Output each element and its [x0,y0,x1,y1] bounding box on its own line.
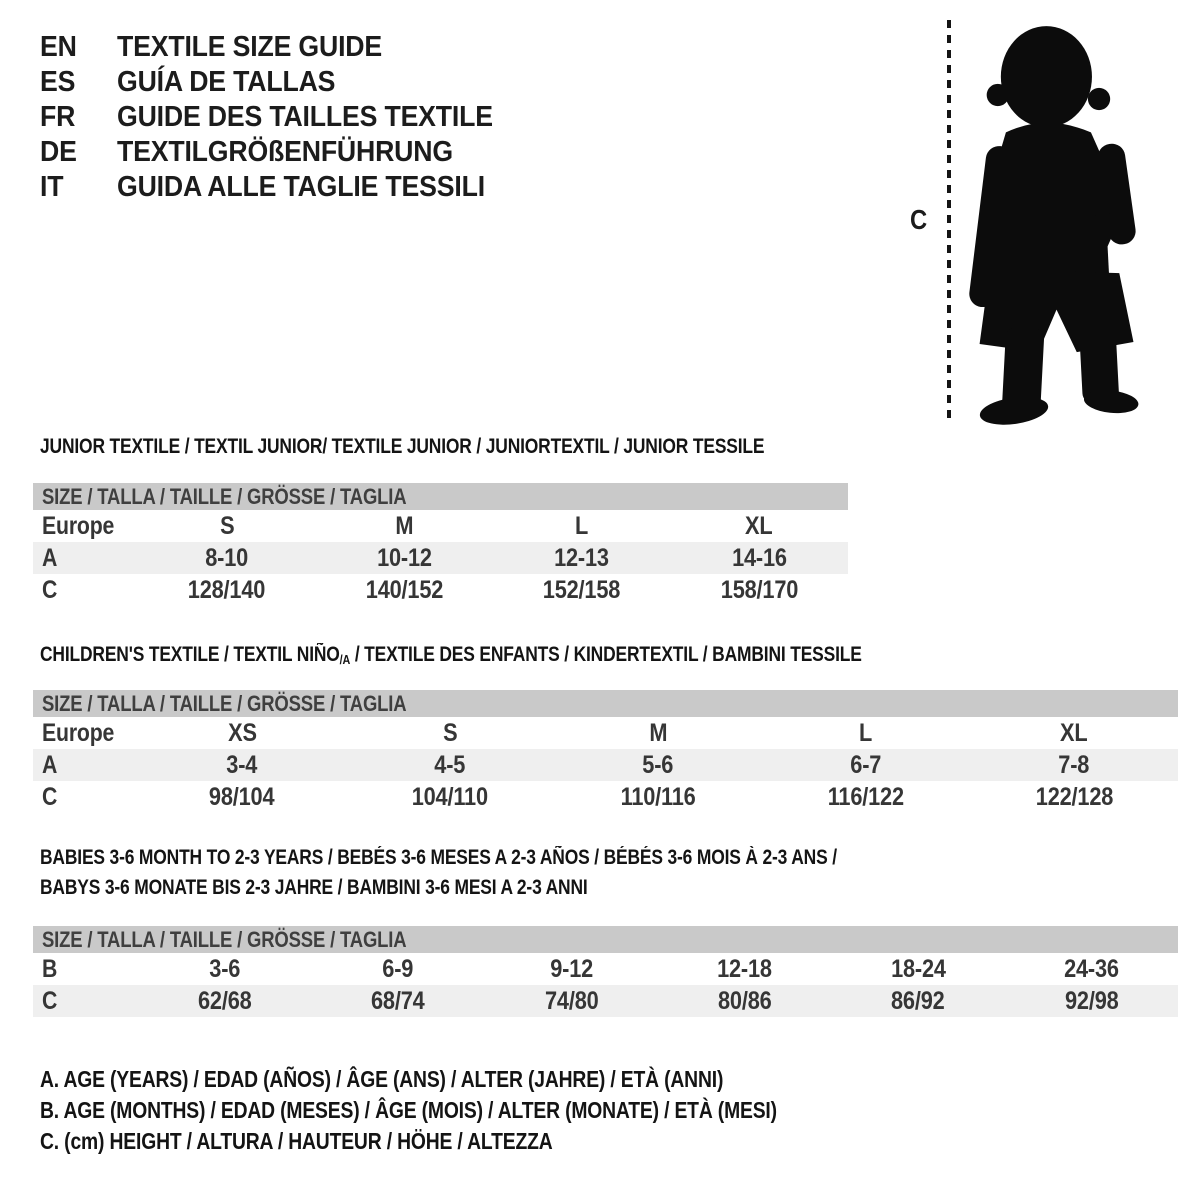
section-title-babies [40,843,1000,903]
language-code: EN [40,31,77,63]
row-label: B [42,954,58,983]
table-row-europe [33,717,1178,749]
cell: XL [1060,718,1088,747]
language-title: GUIDE DES TAILLES TEXTILE [117,101,493,133]
cell: L [859,718,873,747]
language-title: GUIDA ALLE TAGLIE TESSILI [117,171,485,203]
cell: 6-9 [382,954,414,983]
table-row-height [33,574,848,606]
cell: 7-8 [1058,750,1090,779]
row-label: Europe [42,511,115,540]
language-code: DE [40,136,77,168]
legend-item-a: A. AGE (YEARS) / EDAD (AÑOS) / ÂGE (ANS) / ALTER (JAHRE) / ETÀ (ANNI) [40,1066,724,1092]
table-row-age [33,542,848,574]
cell: 9-12 [549,954,593,983]
language-title: TEXTILE SIZE GUIDE [117,31,383,63]
row-label: C [42,575,58,604]
lang-row-es [40,65,526,100]
size-header-bar [33,690,1178,717]
babies-title-line2: BABYS 3-6 MONATE BIS 2-3 JAHRE / BAMBINI 3-6 MESI A 2-3 ANNI [40,876,588,899]
cell: 24-36 [1063,954,1119,983]
size-header-label: SIZE / TALLA / TAILLE / GRÖSSE / TAGLIA [42,484,407,509]
cell: L [575,511,589,540]
language-title: TEXTILGRÖßENFÜHRUNG [117,136,453,168]
size-header-bar [33,926,1178,953]
size-header-bar [33,483,848,510]
measure-legend [40,1064,917,1157]
cell: 8-10 [205,543,249,572]
cell: 86/92 [891,986,945,1015]
cell: 5-6 [642,750,674,779]
cell: 110/116 [620,782,696,811]
cell: 3-4 [226,750,258,779]
cell: 3-6 [209,954,241,983]
language-title-block [40,30,526,205]
cell: 158/170 [720,575,798,604]
cell: 152/158 [543,575,621,604]
language-code: FR [40,101,76,133]
table-row-age [33,749,1178,781]
cell: S [442,718,458,747]
babies-size-table [33,926,1178,1017]
language-title: GUÍA DE TALLAS [117,66,336,98]
cell: 18-24 [890,954,946,983]
lang-row-it [40,170,526,205]
cell: 98/104 [209,782,275,811]
cell: 92/98 [1064,986,1119,1015]
toddler-silhouette-icon [962,16,1147,426]
cell: XS [227,718,257,747]
cell: 10-12 [376,543,432,572]
cell: 122/128 [1035,782,1113,811]
cell: 12-18 [717,954,773,983]
cell: 6-7 [850,750,882,779]
table-row-height [33,985,1178,1017]
cell: S [219,511,234,540]
cell: 128/140 [188,575,266,604]
section-title-junior: JUNIOR TEXTILE / TEXTIL JUNIOR/ TEXTILE JUNIOR / JUNIORTEXTIL / JUNIOR TESSILE [40,435,765,458]
size-header-label: SIZE / TALLA / TAILLE / GRÖSSE / TAGLIA [42,927,407,952]
cell: 140/152 [365,575,443,604]
nino-a-subscript: /A [339,652,351,667]
height-measure-dashed-line [947,20,951,420]
row-label: C [42,986,58,1015]
cell: 74/80 [544,986,599,1015]
junior-size-table [33,483,848,606]
language-code: ES [40,66,76,98]
legend-item-c: C. (cm) HEIGHT / ALTURA / HAUTEUR / HÖHE / ALTEZZA [40,1128,553,1154]
cell: 12-13 [554,543,610,572]
cell: 80/86 [717,986,772,1015]
row-label: A [42,750,58,779]
cell: 68/74 [371,986,425,1015]
cell: 4-5 [434,750,466,779]
row-label: C [42,782,58,811]
legend-item-b: B. AGE (MONTHS) / EDAD (MESES) / ÂGE (MOIS) / ALTER (MONATE) / ETÀ (MESI) [40,1097,777,1123]
table-row-europe [33,510,848,542]
section-title-children: CHILDREN'S TEXTILE / TEXTIL NIÑO/A / TEXTILE DES ENFANTS / KINDERTEXTIL / BAMBINI TESSILE [40,640,1030,672]
cell: 116/122 [827,782,905,811]
cell: M [649,718,667,747]
table-row-height [33,781,1178,813]
row-label: Europe [42,718,115,747]
language-code: IT [40,171,64,203]
children-size-table [33,690,1178,813]
lang-row-fr [40,100,526,135]
cell: M [395,511,414,540]
cell: XL [745,511,773,540]
table-row-months [33,953,1178,985]
cell: 14-16 [731,543,787,572]
height-measure-label: C [910,204,928,235]
cell: 62/68 [197,986,252,1015]
babies-title-line1: BABIES 3-6 MONTH TO 2-3 YEARS / BEBÉS 3-6 MESES A 2-3 AÑOS / BÉBÉS 3-6 MOIS À 2-3 ANS / [40,846,837,869]
lang-row-de [40,135,526,170]
cell: 104/110 [411,782,489,811]
row-label: A [42,543,58,572]
size-header-label: SIZE / TALLA / TAILLE / GRÖSSE / TAGLIA [42,691,407,716]
lang-row-en [40,30,526,65]
